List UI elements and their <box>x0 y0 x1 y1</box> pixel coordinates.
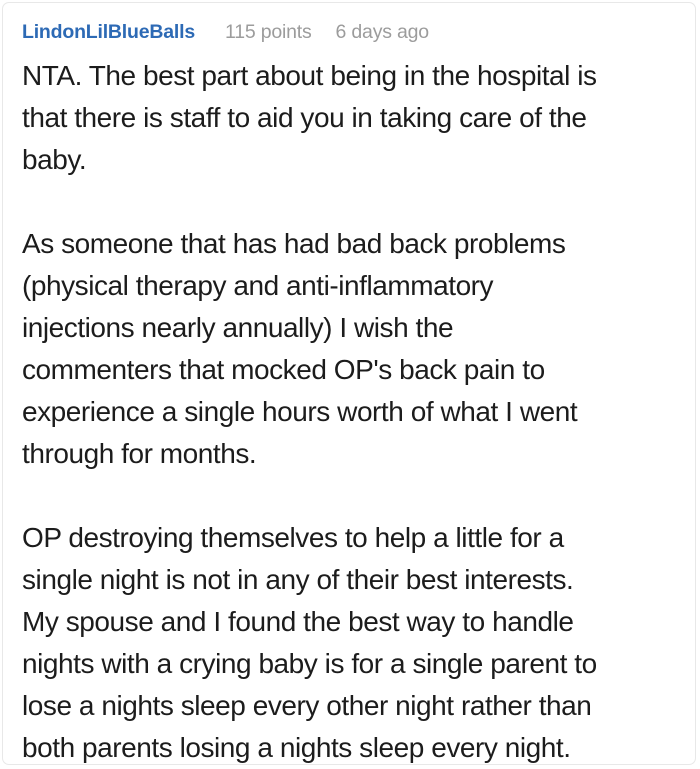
comment-line: injections nearly annually) I wish the <box>22 312 454 343</box>
comment-line: As someone that has had bad back problems <box>22 228 566 259</box>
comment-line: My spouse and I found the best way to handle <box>22 606 574 637</box>
comment-line: experience a single hours worth of what I went <box>22 396 578 427</box>
comment-line: baby. <box>22 144 87 175</box>
comment-line: (physical therapy and anti-inflammatory <box>22 270 494 301</box>
comment-line: NTA. The best part about being in the hospital is <box>22 60 597 91</box>
comment-paragraph <box>22 55 677 181</box>
comment-points-label: 115 points <box>225 21 312 43</box>
comment-line: both parents losing a nights sleep every night. <box>22 732 571 763</box>
comment-paragraph <box>22 223 677 475</box>
comment-paragraph <box>22 517 677 765</box>
comment-card <box>2 2 696 765</box>
comment-line: lose a nights sleep every other night rather than <box>22 690 592 721</box>
comment-line: nights with a crying baby is for a single parent to <box>22 648 597 679</box>
comment-line: single night is not in any of their best interests. <box>22 564 574 595</box>
comment-timestamp: 6 days ago <box>335 21 429 43</box>
comment-line: OP destroying themselves to help a little for a <box>22 522 564 553</box>
comment-line: that there is staff to aid you in taking care of the <box>22 102 587 133</box>
comment-line: through for months. <box>22 438 257 469</box>
comment-body <box>22 55 677 765</box>
comment-author-link[interactable]: LindonLilBlueBalls <box>22 21 195 43</box>
comment-header <box>22 18 677 46</box>
comment-line: commenters that mocked OP's back pain to <box>22 354 545 385</box>
